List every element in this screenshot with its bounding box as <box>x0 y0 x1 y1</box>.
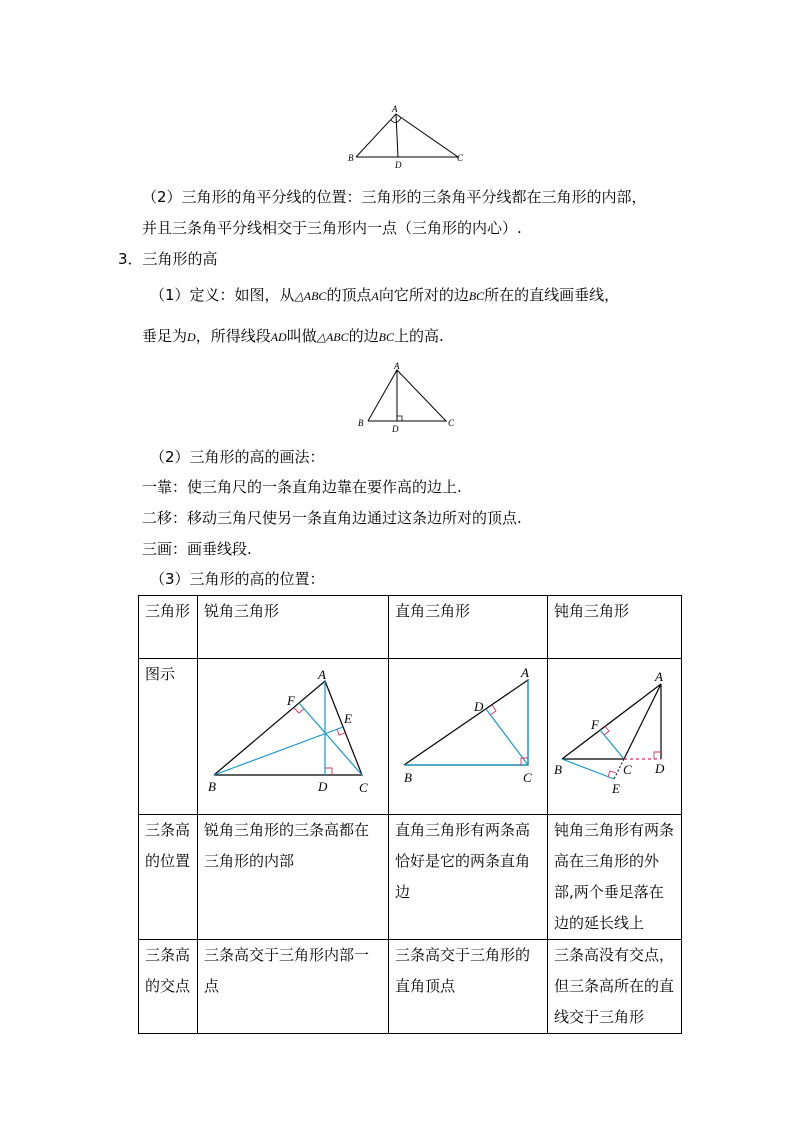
def-triangle: △ABC <box>294 289 327 303</box>
def-text: 所在的直线画垂线， <box>484 286 620 304</box>
table-cell-acute-figure <box>198 659 389 815</box>
label-f: F <box>591 717 599 732</box>
def-text: 的顶点 <box>326 286 372 304</box>
table-cell-acute-heading: 锐角三角形 <box>198 596 389 659</box>
label-b: B <box>208 779 216 794</box>
table-cell-right-intersection: 三条高交于三角形的直角顶点 <box>389 940 548 1034</box>
table-cell-right-figure <box>389 659 548 815</box>
altitude-cf <box>600 730 624 759</box>
right-angle-mark-d <box>654 752 661 759</box>
label-d: D <box>395 160 402 170</box>
triangle-outline <box>368 370 446 421</box>
altitude-cf <box>299 703 362 775</box>
altitude-figure <box>352 360 462 435</box>
label-b: B <box>554 762 562 777</box>
altitude-be <box>214 727 343 775</box>
table-cell-obtuse-position: 钝角三角形有两条高在三角形的外部,两个垂足落在边的延长线上 <box>548 815 682 940</box>
def-text: 叫做 <box>286 327 317 345</box>
section-3-title: 3．三角形的高 <box>118 250 218 268</box>
angle-bisector-ad <box>396 114 398 157</box>
acute-triangle-figure <box>198 659 388 803</box>
right-angle-mark-d <box>325 768 332 775</box>
bisector-position-line1: （2）三角形的角平分线的位置：三角形的三条角平分线都在三角形的内部， <box>142 188 647 206</box>
def-text: 向它所对的边 <box>378 286 469 304</box>
right-angle-mark-e <box>608 771 616 777</box>
def-segment: AD <box>270 330 287 344</box>
label-d: D <box>655 761 665 776</box>
label-c: C <box>457 153 464 163</box>
table-cell-label: 三条高的位置 <box>139 815 198 940</box>
right-angle-mark-d <box>490 705 496 715</box>
label-a: A <box>392 104 398 114</box>
table-cell-label: 三角形 <box>139 596 198 659</box>
angle-bisector-figure <box>340 100 470 172</box>
def-triangle: △ABC <box>316 330 349 344</box>
label-a: A <box>521 665 529 680</box>
table-position-row <box>139 815 682 940</box>
label-b: B <box>348 153 354 163</box>
definition-line1 <box>150 285 619 306</box>
label-b: B <box>404 770 412 785</box>
def-text: 上的高. <box>393 327 444 345</box>
obtuse-triangle-figure <box>548 659 681 803</box>
table-cell-obtuse-figure <box>548 659 682 815</box>
label-f: F <box>287 693 295 708</box>
def-vertex: A <box>371 289 379 303</box>
triangle-outline <box>356 114 458 157</box>
table-cell-acute-position: 锐角三角形的三条高都在三角形的内部 <box>198 815 389 940</box>
table-intersection-row <box>139 940 682 1034</box>
drawing-step-3: 三画：画垂线段. <box>142 540 252 558</box>
triangle-outline <box>404 680 528 765</box>
label-e: E <box>612 781 620 796</box>
table-cell-right-position: 直角三角形有两条高恰好是它的两条直角边 <box>389 815 548 940</box>
table-figure-row <box>139 659 682 815</box>
def-text: 垂足为 <box>142 327 188 345</box>
definition-line2 <box>142 326 444 347</box>
label-a: A <box>394 361 400 371</box>
def-side: BC <box>378 330 394 344</box>
drawing-step-1: 一靠：使三角尺的一条直角边靠在要作高的边上. <box>142 478 462 496</box>
table-cell-obtuse-intersection: 三条高没有交点，但三条高所在的直线交于三角形 <box>548 940 682 1034</box>
table-header-row <box>139 596 682 659</box>
table-cell-label: 图示 <box>139 659 198 815</box>
right-angle-mark <box>397 416 402 421</box>
def-text: ，所得线段 <box>195 327 271 345</box>
altitude-position-title: （3）三角形的高的位置： <box>150 570 325 588</box>
label-d: D <box>318 779 328 794</box>
altitude-position-table <box>138 595 682 1034</box>
label-a: A <box>318 667 326 682</box>
right-angle-mark-f <box>294 708 304 713</box>
table-cell-right-heading: 直角三角形 <box>389 596 548 659</box>
label-c: C <box>359 780 368 795</box>
label-c: C <box>448 418 455 428</box>
altitude-be <box>562 759 614 779</box>
label-a: A <box>655 669 663 684</box>
label-c: C <box>623 762 632 777</box>
label-d: D <box>392 424 399 434</box>
table-cell-label: 三条高的交点 <box>139 940 198 1034</box>
drawing-step-2: 二移：移动三角尺使另一条直角边通过这条边所对的顶点. <box>142 509 522 527</box>
drawing-method-title: （2）三角形的高的画法： <box>150 448 325 466</box>
altitude-cd <box>486 709 528 765</box>
triangle-outline <box>562 684 661 759</box>
def-side: BC <box>468 289 485 303</box>
label-d: D <box>474 699 484 714</box>
def-foot: D <box>187 330 196 344</box>
label-c: C <box>523 770 532 785</box>
table-cell-obtuse-heading: 钝角三角形 <box>548 596 682 659</box>
table-cell-acute-intersection: 三条高交于三角形内部一点 <box>198 940 389 1034</box>
bisector-position-line2: 并且三条角平分线相交于三角形内一点（三角形的内心）. <box>142 219 522 237</box>
label-b: B <box>358 418 364 428</box>
def-text: 的边 <box>348 327 379 345</box>
right-triangle-figure <box>389 659 547 803</box>
def-text: （1）定义：如图，从 <box>150 286 295 304</box>
label-e: E <box>344 711 352 726</box>
